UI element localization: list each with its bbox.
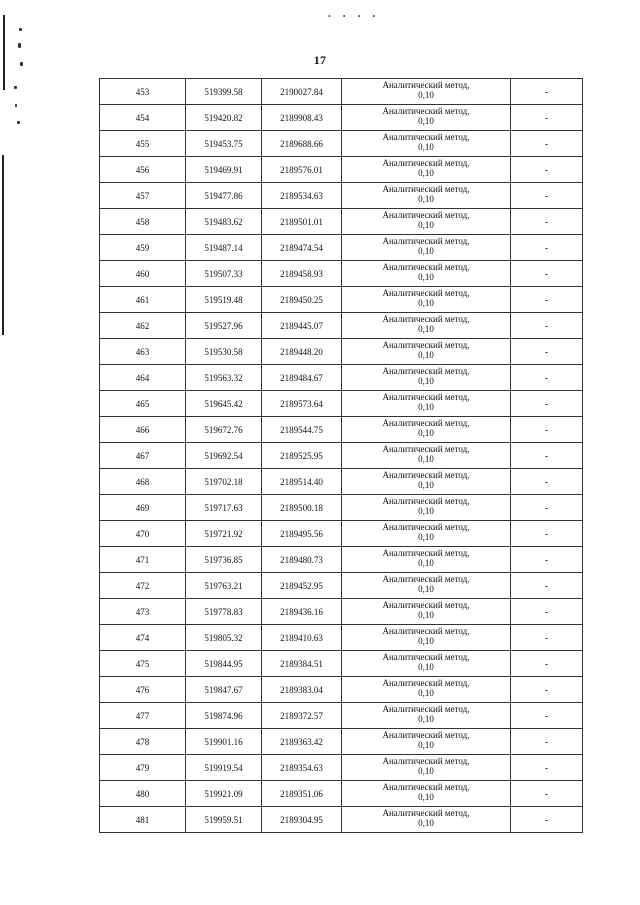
method-text: Аналитический метод, [382,262,470,272]
point-number-cell: 464 [100,365,186,391]
method-text: Аналитический метод, [382,548,470,558]
x-coordinate-cell: 519778.83 [186,599,262,625]
table-row [100,235,583,261]
table-row [100,781,583,807]
method-cell [342,391,511,417]
y-coordinate-cell: 2189448.20 [262,339,342,365]
scan-edge-marks [0,0,30,905]
x-coordinate-cell: 519483.62 [186,209,262,235]
x-coordinate-cell: 519901.16 [186,729,262,755]
y-coordinate-cell: 2189445.07 [262,313,342,339]
x-coordinate-cell: 519507.33 [186,261,262,287]
accuracy-text: 0,10 [418,376,434,386]
y-coordinate-cell: 2189908.43 [262,105,342,131]
x-coordinate-cell: 519563.32 [186,365,262,391]
method-text: Аналитический метод, [382,444,470,454]
method-text: Аналитический метод, [382,678,470,688]
method-text: Аналитический метод, [382,522,470,532]
table-row [100,131,583,157]
x-coordinate-cell: 519527.96 [186,313,262,339]
binding-edge-line [2,155,4,335]
accuracy-text: 0,10 [418,584,434,594]
method-text: Аналитический метод, [382,808,470,818]
method-cell [342,807,511,833]
y-coordinate-cell: 2189304.95 [262,807,342,833]
method-text: Аналитический метод, [382,392,470,402]
point-number-cell: 463 [100,339,186,365]
y-coordinate-cell: 2189514.40 [262,469,342,495]
table-row [100,521,583,547]
accuracy-text: 0,10 [418,116,434,126]
method-cell [342,183,511,209]
point-number-cell: 466 [100,417,186,443]
accuracy-text: 0,10 [418,298,434,308]
accuracy-text: 0,10 [418,610,434,620]
method-cell [342,209,511,235]
table-row [100,183,583,209]
point-number-cell: 460 [100,261,186,287]
method-text: Аналитический метод, [382,132,470,142]
note-cell: - [511,755,583,781]
table-row [100,443,583,469]
accuracy-text: 0,10 [418,142,434,152]
table-row [100,313,583,339]
scan-speck [19,28,22,31]
method-text: Аналитический метод, [382,418,470,428]
accuracy-text: 0,10 [418,194,434,204]
note-cell: - [511,495,583,521]
note-cell: - [511,781,583,807]
accuracy-text: 0,10 [418,636,434,646]
point-number-cell: 471 [100,547,186,573]
point-number-cell: 454 [100,105,186,131]
scan-speck [15,104,17,107]
method-cell [342,79,511,105]
note-cell: - [511,235,583,261]
y-coordinate-cell: 2189436.16 [262,599,342,625]
method-cell [342,703,511,729]
accuracy-text: 0,10 [418,688,434,698]
accuracy-text: 0,10 [418,792,434,802]
method-text: Аналитический метод, [382,626,470,636]
x-coordinate-cell: 519844.95 [186,651,262,677]
y-coordinate-cell: 2189688.66 [262,131,342,157]
note-cell: - [511,313,583,339]
table-row [100,729,583,755]
point-number-cell: 480 [100,781,186,807]
scan-speck [18,43,21,48]
method-cell [342,417,511,443]
method-text: Аналитический метод, [382,782,470,792]
method-cell [342,443,511,469]
note-cell: - [511,105,583,131]
method-cell [342,313,511,339]
method-text: Аналитический метод, [382,704,470,714]
accuracy-text: 0,10 [418,272,434,282]
x-coordinate-cell: 519519.48 [186,287,262,313]
method-cell [342,469,511,495]
note-cell: - [511,261,583,287]
x-coordinate-cell: 519874.96 [186,703,262,729]
note-cell: - [511,573,583,599]
note-cell: - [511,651,583,677]
method-cell [342,651,511,677]
note-cell: - [511,131,583,157]
y-coordinate-cell: 2190027.84 [262,79,342,105]
x-coordinate-cell: 519721.92 [186,521,262,547]
method-text: Аналитический метод, [382,158,470,168]
note-cell: - [511,79,583,105]
table-row [100,625,583,651]
method-text: Аналитический метод, [382,80,470,90]
note-cell: - [511,339,583,365]
method-text: Аналитический метод, [382,366,470,376]
note-cell: - [511,625,583,651]
note-cell: - [511,443,583,469]
x-coordinate-cell: 519959.51 [186,807,262,833]
note-cell: - [511,157,583,183]
point-number-cell: 468 [100,469,186,495]
note-cell: - [511,521,583,547]
method-text: Аналитический метод, [382,652,470,662]
method-cell [342,521,511,547]
scan-speck [14,86,17,89]
accuracy-text: 0,10 [418,740,434,750]
scan-speck [17,121,20,124]
table-row [100,365,583,391]
note-cell: - [511,599,583,625]
note-cell: - [511,183,583,209]
table-row [100,391,583,417]
note-cell: - [511,547,583,573]
point-number-cell: 472 [100,573,186,599]
x-coordinate-cell: 519672.76 [186,417,262,443]
method-cell [342,261,511,287]
y-coordinate-cell: 2189474.54 [262,235,342,261]
method-cell [342,599,511,625]
x-coordinate-cell: 519919.54 [186,755,262,781]
accuracy-text: 0,10 [418,714,434,724]
x-coordinate-cell: 519645.42 [186,391,262,417]
coordinates-table-body [100,79,583,833]
method-text: Аналитический метод, [382,470,470,480]
y-coordinate-cell: 2189495.56 [262,521,342,547]
method-cell [342,131,511,157]
accuracy-text: 0,10 [418,168,434,178]
y-coordinate-cell: 2189525.95 [262,443,342,469]
method-cell [342,365,511,391]
point-number-cell: 457 [100,183,186,209]
method-text: Аналитический метод, [382,210,470,220]
method-cell [342,495,511,521]
y-coordinate-cell: 2189484.67 [262,365,342,391]
table-row [100,417,583,443]
y-coordinate-cell: 2189480.73 [262,547,342,573]
x-coordinate-cell: 519399.58 [186,79,262,105]
point-number-cell: 476 [100,677,186,703]
accuracy-text: 0,10 [418,662,434,672]
y-coordinate-cell: 2189500.18 [262,495,342,521]
point-number-cell: 459 [100,235,186,261]
method-cell [342,755,511,781]
y-coordinate-cell: 2189354.63 [262,755,342,781]
point-number-cell: 478 [100,729,186,755]
accuracy-text: 0,10 [418,506,434,516]
note-cell: - [511,729,583,755]
x-coordinate-cell: 519453.75 [186,131,262,157]
point-number-cell: 469 [100,495,186,521]
accuracy-text: 0,10 [418,90,434,100]
x-coordinate-cell: 519847.67 [186,677,262,703]
table-row [100,573,583,599]
y-coordinate-cell: 2189501.01 [262,209,342,235]
point-number-cell: 458 [100,209,186,235]
method-text: Аналитический метод, [382,288,470,298]
note-cell: - [511,807,583,833]
y-coordinate-cell: 2189450.25 [262,287,342,313]
accuracy-text: 0,10 [418,480,434,490]
accuracy-text: 0,10 [418,766,434,776]
y-coordinate-cell: 2189384.51 [262,651,342,677]
point-number-cell: 467 [100,443,186,469]
x-coordinate-cell: 519736.85 [186,547,262,573]
point-number-cell: 474 [100,625,186,651]
note-cell: - [511,209,583,235]
method-cell [342,235,511,261]
point-number-cell: 455 [100,131,186,157]
note-cell: - [511,703,583,729]
method-cell [342,677,511,703]
table-row [100,261,583,287]
method-text: Аналитический метод, [382,496,470,506]
method-cell [342,729,511,755]
x-coordinate-cell: 519469.91 [186,157,262,183]
x-coordinate-cell: 519702.18 [186,469,262,495]
method-cell [342,287,511,313]
table-row [100,755,583,781]
table-row [100,547,583,573]
note-cell: - [511,287,583,313]
y-coordinate-cell: 2189576.01 [262,157,342,183]
table-row [100,599,583,625]
point-number-cell: 461 [100,287,186,313]
point-number-cell: 465 [100,391,186,417]
y-coordinate-cell: 2189452.95 [262,573,342,599]
page-number: 17 [313,53,327,67]
method-text: Аналитический метод, [382,756,470,766]
point-number-cell: 479 [100,755,186,781]
table-row [100,79,583,105]
table-row [100,209,583,235]
x-coordinate-cell: 519763.21 [186,573,262,599]
table-row [100,287,583,313]
x-coordinate-cell: 519530.58 [186,339,262,365]
table-row [100,157,583,183]
note-cell: - [511,417,583,443]
y-coordinate-cell: 2189458.93 [262,261,342,287]
x-coordinate-cell: 519921.09 [186,781,262,807]
accuracy-text: 0,10 [418,818,434,828]
note-cell: - [511,391,583,417]
point-number-cell: 462 [100,313,186,339]
y-coordinate-cell: 2189363.42 [262,729,342,755]
point-number-cell: 473 [100,599,186,625]
method-text: Аналитический метод, [382,236,470,246]
y-coordinate-cell: 2189351.06 [262,781,342,807]
y-coordinate-cell: 2189573.64 [262,391,342,417]
x-coordinate-cell: 519692.54 [186,443,262,469]
table-row [100,807,583,833]
x-coordinate-cell: 519487.14 [186,235,262,261]
point-number-cell: 481 [100,807,186,833]
table-row [100,105,583,131]
method-cell [342,625,511,651]
y-coordinate-cell: 2189410.63 [262,625,342,651]
method-cell [342,105,511,131]
y-coordinate-cell: 2189534.63 [262,183,342,209]
y-coordinate-cell: 2189544.75 [262,417,342,443]
method-text: Аналитический метод, [382,184,470,194]
y-coordinate-cell: 2189372.57 [262,703,342,729]
x-coordinate-cell: 519805.32 [186,625,262,651]
method-text: Аналитический метод, [382,574,470,584]
scan-artifact-dots: • • • • [328,12,381,21]
table-row [100,469,583,495]
table-row [100,651,583,677]
method-text: Аналитический метод, [382,106,470,116]
method-cell [342,573,511,599]
table-row [100,339,583,365]
method-text: Аналитический метод, [382,730,470,740]
method-text: Аналитический метод, [382,600,470,610]
method-text: Аналитический метод, [382,314,470,324]
accuracy-text: 0,10 [418,454,434,464]
accuracy-text: 0,10 [418,350,434,360]
accuracy-text: 0,10 [418,532,434,542]
method-cell [342,157,511,183]
point-number-cell: 475 [100,651,186,677]
accuracy-text: 0,10 [418,402,434,412]
x-coordinate-cell: 519717.63 [186,495,262,521]
method-cell [342,781,511,807]
y-coordinate-cell: 2189383.04 [262,677,342,703]
x-coordinate-cell: 519420.82 [186,105,262,131]
table-row [100,677,583,703]
point-number-cell: 456 [100,157,186,183]
method-text: Аналитический метод, [382,340,470,350]
x-coordinate-cell: 519477.86 [186,183,262,209]
table-row [100,703,583,729]
accuracy-text: 0,10 [418,558,434,568]
method-cell [342,339,511,365]
note-cell: - [511,469,583,495]
note-cell: - [511,365,583,391]
note-cell: - [511,677,583,703]
accuracy-text: 0,10 [418,428,434,438]
accuracy-text: 0,10 [418,324,434,334]
table-row [100,495,583,521]
accuracy-text: 0,10 [418,246,434,256]
method-cell [342,547,511,573]
accuracy-text: 0,10 [418,220,434,230]
point-number-cell: 453 [100,79,186,105]
point-number-cell: 477 [100,703,186,729]
point-number-cell: 470 [100,521,186,547]
coordinates-table [99,78,583,833]
